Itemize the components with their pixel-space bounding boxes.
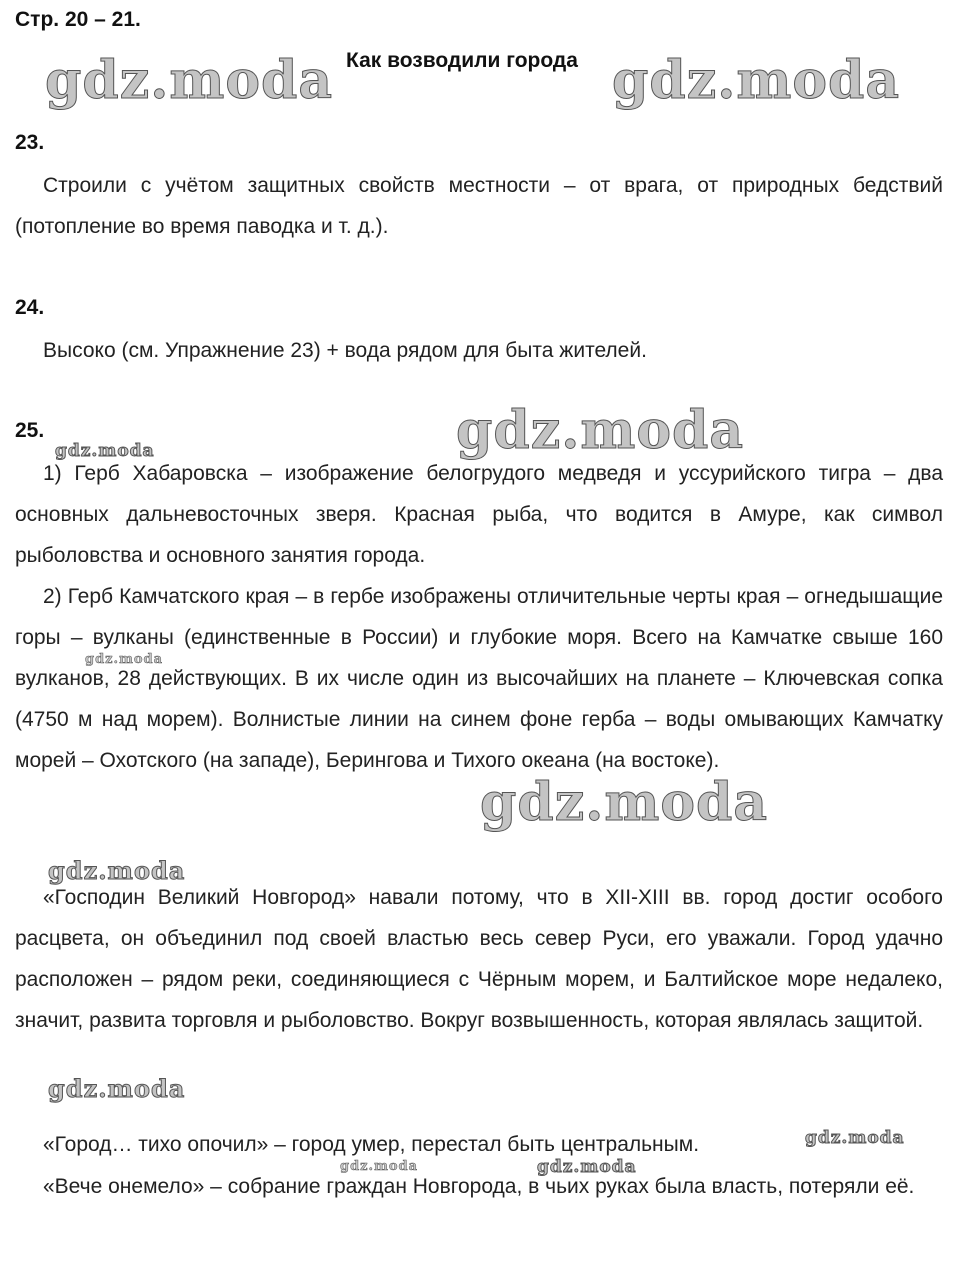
page-title: Как возводили города — [346, 49, 578, 72]
answer-paragraph: «Господин Великий Новгород» навали потому, что в XII-XIII вв. город достиг особого расцвета, он объединил под своей властью весь север Руси, его уважали. Город удачно расположен – рядом реки, соединяющиеся с Чёрным морем, и Балтийское море недалеко, значит, развита торговля и рыболовство. Вокруг возвышенность, которая являлась защитой. — [15, 886, 943, 1032]
answer-paragraph: «Город… тихо опочил» – город умер, перестал быть центральным. — [43, 1133, 700, 1156]
answer-paragraph: Строили с учётом защитных свойств местности – от врага, от природных бедствий (потопление во время паводка и т. д.). — [15, 174, 943, 238]
watermark: gdz.moda — [612, 50, 901, 111]
watermark: gdz.moda — [55, 441, 155, 461]
answer-paragraph: Высоко (см. Упражнение 23) + вода рядом для быта жителей. — [43, 339, 647, 362]
watermark: gdz.moda — [340, 1159, 419, 1174]
page-reference: Стр. 20 – 21. — [15, 8, 141, 31]
watermark: gdz.moda — [48, 856, 186, 885]
answer-paragraph: 2) Герб Камчатского края – в гербе изображены отличительные черты края – огнедышащие горы – вулканы (единственные в России) и глубокие моря. Всего на Камчатке свыше 160 вулканов, 28 действующих. В их числе один из высочайших на планете – Ключевская сопка (4750 м над морем). Волнистые линии на синем фоне герба – воды омывающих Камчатку морей – Охотского (на западе), Берингова и Тихого океана (на востоке). — [15, 585, 943, 772]
exercise-number: 25. — [15, 419, 45, 442]
watermark: gdz.moda — [85, 652, 164, 667]
watermark: gdz.moda — [480, 772, 769, 833]
watermark: gdz.moda — [537, 1157, 637, 1177]
exercise-number: 24. — [15, 296, 45, 319]
answer-paragraph: 1) Герб Хабаровска – изображение белогрудого медведя и уссурийского тигра – два основных дальневосточных зверя. Красная рыба, что водится в Амуре, как символ рыболовства и основного занятия города. — [15, 462, 943, 567]
exercise-number: 23. — [15, 131, 45, 154]
watermark: gdz.moda — [45, 50, 334, 111]
watermark: gdz.moda — [805, 1128, 905, 1148]
watermark: gdz.moda — [456, 400, 745, 461]
watermark: gdz.moda — [48, 1074, 186, 1103]
answer-paragraph: «Вече онемело» – собрание граждан Новгорода, в чьих руках была власть, потеряли её. — [43, 1175, 915, 1198]
